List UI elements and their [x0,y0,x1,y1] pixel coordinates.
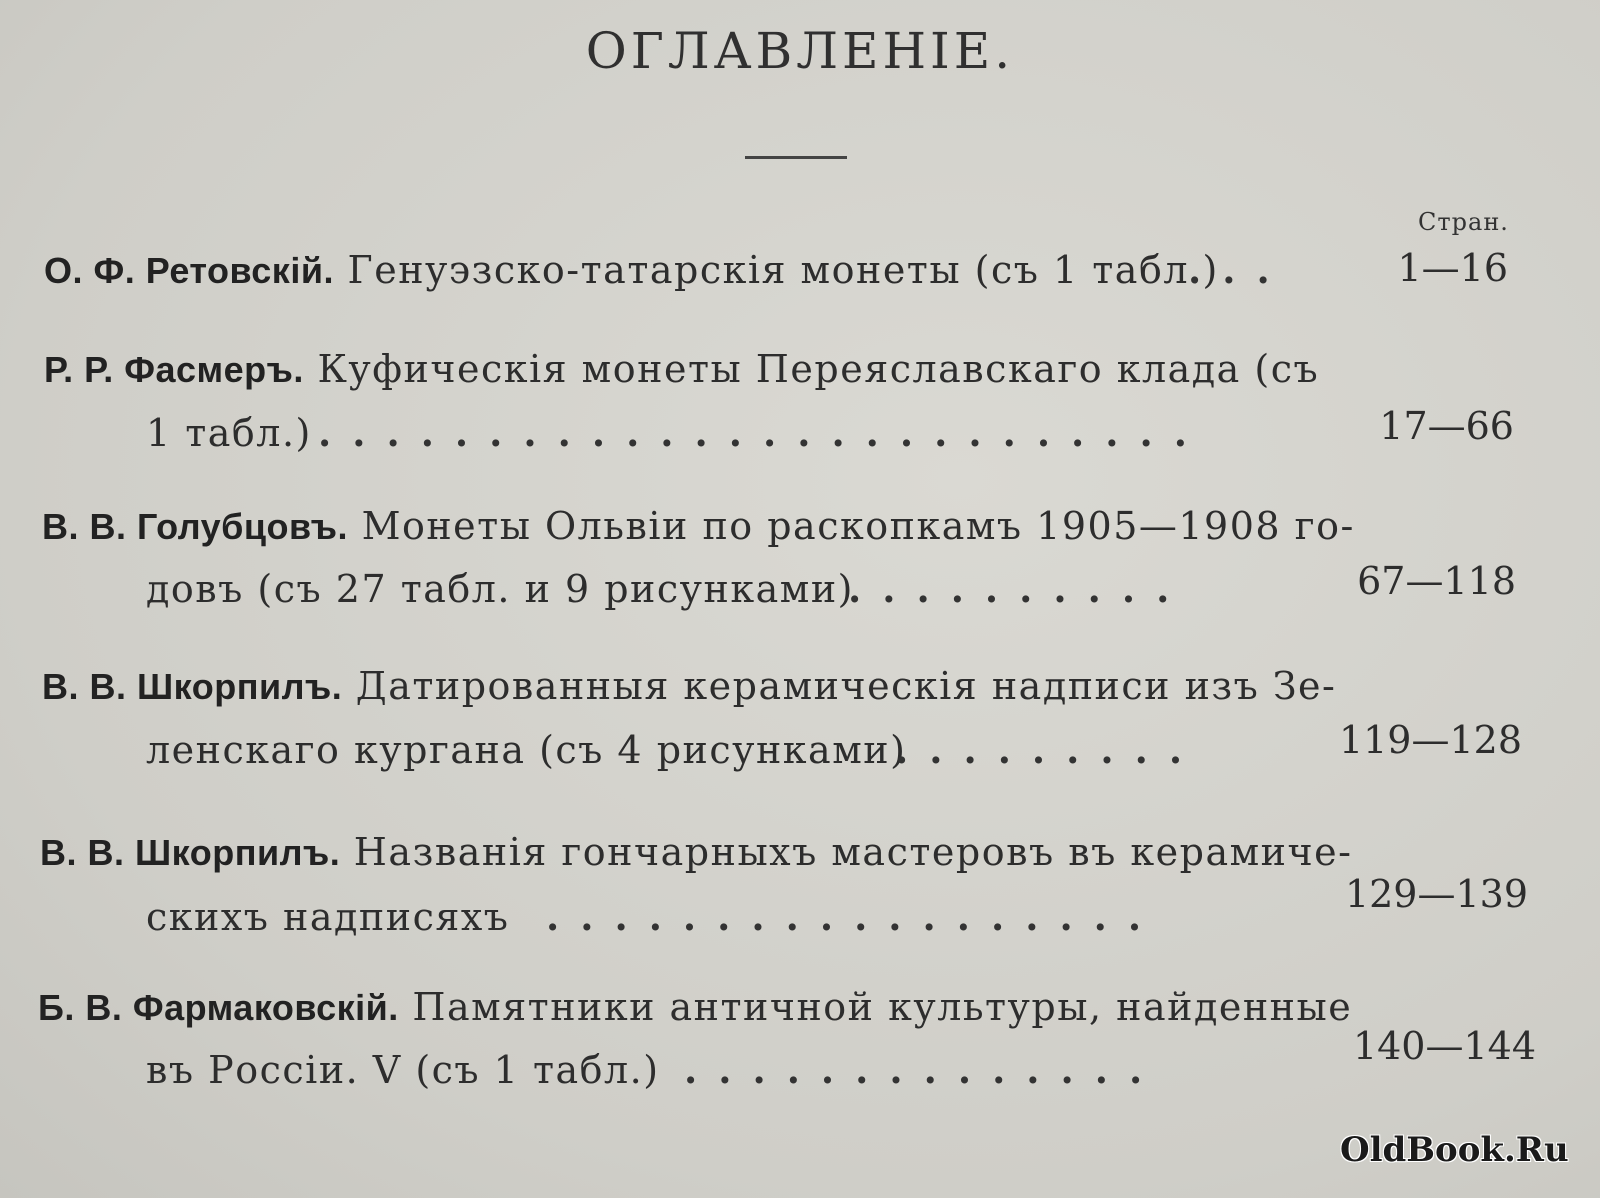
entry-first-line [42,502,1355,551]
entry-pages: 129—139 [1344,872,1528,916]
entry-title: Датированныя керамическія надписи изъ Зе- [355,664,1337,708]
entry-first-line [42,662,1336,711]
entry-first-line [40,828,1352,877]
leader-dots: ... [1188,247,1291,292]
entry-second-line: въ Россіи. V (съ 1 табл.) [146,1048,660,1092]
entry-title: Памятники античной культуры, найденные [412,985,1353,1029]
entry-title: Генуэзско-татарскія монеты (съ 1 табл.) [347,248,1219,292]
entry-second-line: скихъ надписяхъ [146,895,510,939]
page-title: ОГЛАВЛЕНІЕ. [585,22,1015,80]
entry-author: В. В. Шкорпилъ. [40,832,341,873]
entry-author: В. В. Шкорпилъ. [42,666,343,707]
entry-title: Названія гончарныхъ мастеровъ въ керамиче- [353,830,1353,874]
entry-second-line: 1 табл.) [146,411,312,455]
entry-second-line: ленскаго кургана (съ 4 рисунками) [146,728,907,772]
leader-dots: ......... [895,727,1204,772]
leader-dots: .......... [848,566,1191,611]
entry-author: Р. Р. Фасмеръ. [44,349,304,390]
entry-pages: 1—16 [1397,246,1508,290]
entry-author: О. Ф. Ретовскій. [44,250,334,291]
entry-first-line [44,345,1319,394]
entry-pages: 140—144 [1352,1024,1536,1068]
pages-column-header: Стран. [1418,208,1509,236]
entry-author: В. В. Голубцовъ. [42,506,348,547]
entry-pages: 17—66 [1379,404,1514,448]
entry-title: Монеты Ольвіи по раскопкамъ 1905—1908 го- [361,504,1355,548]
entry-first-line [44,246,1219,295]
title-divider [745,156,847,159]
leader-dots: .................. [546,894,1163,939]
entry-title: Куфическія монеты Переяславскаго клада (съ [317,347,1320,391]
entry-pages: 67—118 [1357,559,1516,603]
leader-dots: .............. [684,1047,1164,1092]
entry-first-line [38,983,1352,1032]
entry-pages: 119—128 [1338,718,1522,762]
leader-dots: .......................... [318,410,1208,455]
entry-author: Б. В. Фармаковскій. [38,987,399,1028]
watermark: OldBook.Ru [1340,1130,1569,1170]
entry-second-line: довъ (съ 27 табл. и 9 рисунками) [146,567,854,611]
